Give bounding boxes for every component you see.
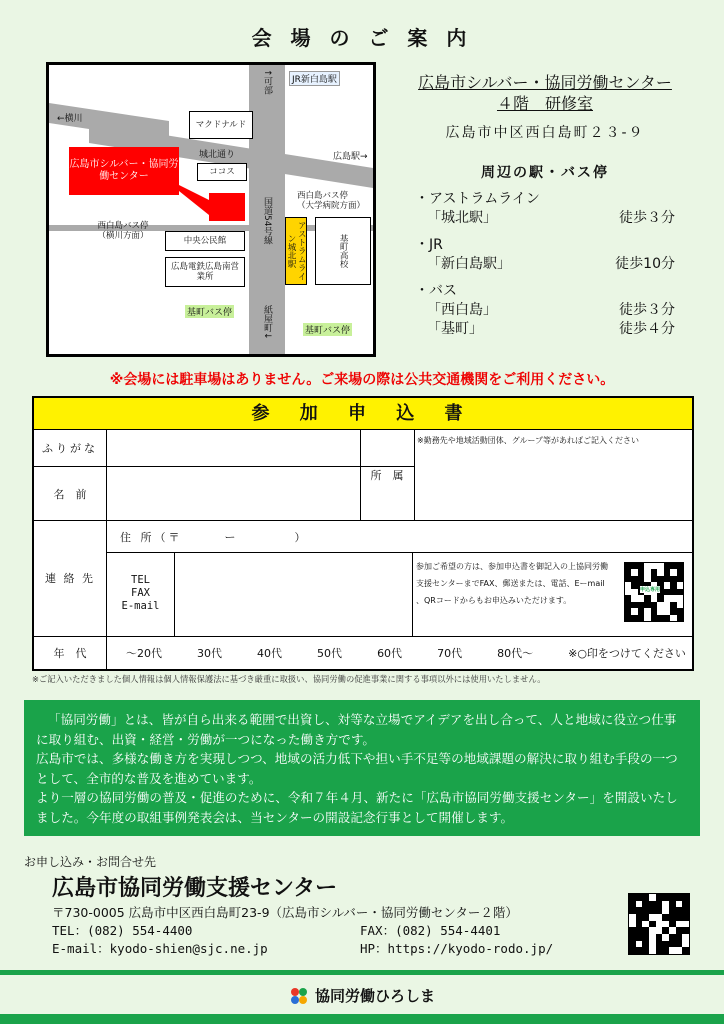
- access-group: ・アストラムライン 「城北駅」 徒歩３分: [415, 191, 675, 226]
- name-input[interactable]: [107, 467, 360, 520]
- fax-label: FAX: [131, 586, 150, 599]
- to-kabe-label: ↑可部: [262, 69, 272, 95]
- address-input[interactable]: 住 所（〒 ー ）: [120, 531, 309, 544]
- contact-tel: TEL：(082) 554-4400: [52, 923, 193, 938]
- venue-building: [209, 193, 245, 221]
- age-option[interactable]: 70代: [437, 647, 463, 660]
- apply-note: 参加ご希望の方は、参加申込書を御記入の上協同労働支援センターまでFAX、郵送または、電話、Eーmail 、QRコードからもお申込みいただけます。: [416, 562, 608, 605]
- hiroshima-station-label: 広島駅→: [333, 152, 368, 162]
- venue-name: 広島市シルバー・協同労働センター ４階 研修室: [418, 73, 672, 113]
- contact-org-name: 広島市協同労働支援センター: [52, 876, 338, 901]
- contact-input[interactable]: [175, 553, 412, 636]
- contact-website-link[interactable]: HP：https://kyodo-rodo.jp/: [360, 941, 554, 956]
- contact-label: 連 絡 先: [45, 572, 95, 585]
- footer-divider: [0, 970, 724, 975]
- jr-station-label: JR新白島駅: [289, 71, 340, 86]
- age-options: [126, 637, 686, 669]
- affiliation-input[interactable]: [415, 448, 692, 520]
- tel-label: TEL: [131, 573, 150, 586]
- age-option[interactable]: 40代: [257, 647, 283, 660]
- logo-text: 協同労働ひろしま: [314, 987, 435, 1005]
- contact-address: 〒730-0005 広島市中区西白島町23-9（広島市シルバー・協同労働センター２階）: [52, 905, 518, 920]
- motomachi-bus-right: 基町バス停: [303, 323, 352, 336]
- age-option[interactable]: 60代: [377, 647, 403, 660]
- access-list: [415, 190, 675, 347]
- age-option[interactable]: 50代: [317, 647, 343, 660]
- motomachi-high-school: 基町高校: [315, 217, 371, 285]
- yokogawa-label: ←横川: [57, 114, 83, 124]
- dentetsu-office: 広島電鉄広島南営業所: [165, 257, 245, 287]
- contact-section-label: お申し込み・お問合せ先: [24, 855, 157, 869]
- venue-marker: 広島市シルバー・協同労働センター: [69, 147, 179, 195]
- description-p2: 広島市では、多様な働き方を実現しつつ、地域の活力低下や担い手不足等の地域課題の解決に取り組む手段の一つとして、全市的な普及を進めています。: [36, 751, 678, 786]
- mcdonalds-building: マクドナルド: [189, 111, 253, 139]
- parking-notice: ※会場には駐車場はありません。ご来場の際は公共交通機関をご利用ください。: [109, 372, 615, 388]
- national-road-label: 国道54号線: [262, 197, 272, 245]
- access-title: 周辺の駅・バス停: [481, 165, 609, 181]
- form-title: 参 加 申 込 書: [34, 398, 692, 430]
- contact-fax: FAX：(082) 554-4401: [360, 923, 501, 938]
- age-note: ※○印をつけてください: [568, 647, 686, 660]
- email-label: E-mail: [121, 599, 160, 612]
- kokos-building: ココス: [197, 163, 247, 181]
- age-option[interactable]: 80代〜: [497, 647, 534, 660]
- privacy-note: ※ご記入いただきました個人情報は個人情報保護法に基づき厳重に取扱い、協同労働の促進事業に関する事項以外には使用いたしません。: [32, 674, 546, 684]
- access-group: ・JR 「新白島駅」 徒歩10分: [415, 237, 675, 272]
- contact-methods: [107, 558, 174, 628]
- kamiyacho-label: 紙屋町↓: [262, 305, 272, 340]
- page-title: 会 場 の ご 案 内: [251, 26, 473, 50]
- description-p3: より一層の協同労働の普及・促進のために、令和７年４月、新たに「広島市協同労働支援センター」を開設いたしました。今年度の取組事例発表会は、当センターの開設記念行事として開催します。: [36, 790, 678, 825]
- footer-logo: [0, 985, 724, 1006]
- description-box: [24, 700, 700, 836]
- logo-icon: [289, 986, 309, 1006]
- jokita-dori-label: 城北通り: [199, 150, 236, 160]
- affiliation-label: 所 属: [370, 469, 404, 482]
- age-option[interactable]: 〜20代: [126, 647, 162, 660]
- footer-bar: [0, 1014, 724, 1024]
- access-group: ・バス 「西白島」 徒歩３分 「基町」 徒歩４分: [415, 283, 675, 337]
- age-option[interactable]: 30代: [197, 647, 223, 660]
- name-label: 名 前: [53, 487, 87, 501]
- furigana-input[interactable]: [107, 430, 360, 466]
- motomachi-bus-left: 基町バス停: [185, 305, 234, 318]
- furigana-label: ふりがな: [42, 442, 98, 455]
- contact-email-link[interactable]: E-mail：kyodo-shien@sjc.ne.jp: [52, 941, 268, 956]
- application-form: [32, 396, 694, 671]
- website-qr-code[interactable]: [628, 893, 690, 955]
- chuo-kominkan: 中央公民館: [165, 231, 245, 251]
- nishihakushima-bus-left: 西白島バス停 （横川方面）: [97, 221, 149, 241]
- venue-address: 広島市中区西白島町２３-９: [445, 125, 645, 141]
- access-map: [46, 62, 376, 357]
- affiliation-note: ※勤務先や地域活動団体、グループ等があればご記入ください: [417, 436, 640, 445]
- astram-jokita-station: アストラムライン城北駅: [285, 217, 307, 285]
- nishihakushima-bus-right: 西白島バス停 （大学病院方面）: [297, 191, 366, 211]
- description-p1: 「協同労働」とは、皆が自ら出来る範囲で出資し、対等な立場でアイデアを出し合って、人と地域に役立つ仕事に取り組む、出資・経営・労働が一つになった働き方です。: [36, 712, 677, 747]
- age-label: 年 代: [53, 647, 87, 660]
- apply-qr-code[interactable]: 申込専用: [624, 562, 682, 628]
